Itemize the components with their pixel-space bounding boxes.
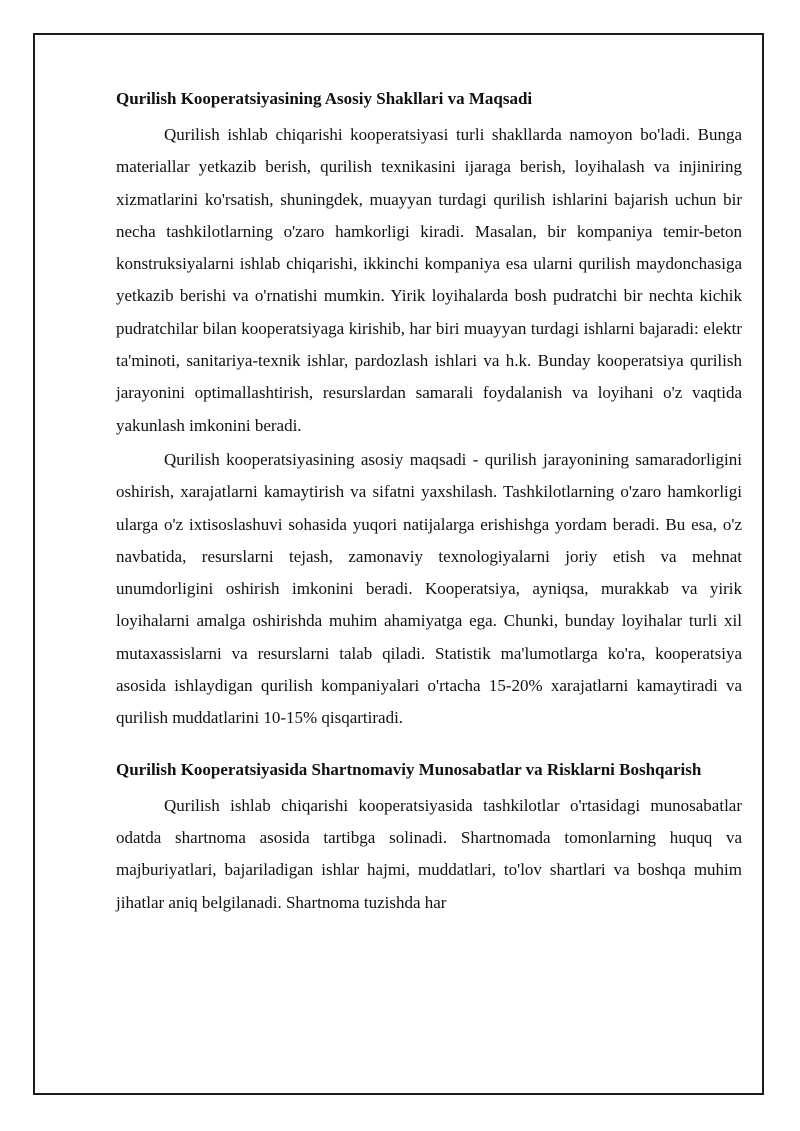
paragraph-2: Qurilish kooperatsiyasining asosiy maqsadi - qurilish jarayonining samaradorligini oshirish, xarajatlarni kamaytirish va sifatni yaxshilash. Tashkilotlarning o'zaro hamkorligi ularga o'z ixtisoslashuvi sohasida yuqori natijalarga erishishga yordam beradi. Bu esa, o'z navbatida, resurslarni tejash, zamonaviy texnologiyalarni joriy etish va mehnat unumdorligini oshirish imkonini beradi. Kooperatsiya, ayniqsa, murakkab va yirik loyihalarni amalga oshirishda muhim ahamiyatga ega. Chunki, bunday loyihalar turli xil mutaxassislarni va resurslarni talab qiladi. Statistik ma'lumotlarga ko'ra, kooperatsiya asosida ishlaydigan qurilish kompaniyalari o'rtacha 15-20% xarajatlarni kamaytiradi va qurilish muddatlarini 10-15% qisqartiradi.: [116, 449, 742, 728]
paragraph-1: Qurilish ishlab chiqarishi kooperatsiyasi turli shakllarda namoyon bo'ladi. Bunga materiallar yetkazib berish, qurilish texnikasini ijaraga berish, loyihalash va injiniring xizmatlarini ko'rsatish, shuningdek, muayyan turdagi qurilish ishlarini bajarish uchun bir necha tashkilotlarning o'zaro hamkorligi kiradi. Masalan, bir kompaniya temir-beton konstruksiyalarni ishlab chiqarishi, ikkinchi kompaniya esa ularni qurilish maydonchasiga yetkazib berishi va o'rnatishi mumkin. Yirik loyihalarda bosh pudratchi bir nechta kichik pudratchilar bilan kooperatsiyaga kirishib, har biri muayyan turdagi ishlarni bajaradi: elektr ta'minoti, sanitariya-texnik ishlar, pardozlash ishlari va h.k. Bunday kooperatsiya qurilish jarayonini optimallashtirish, resurslardan samarali foydalanish va loyihani o'z vaqtida yakunlash imkonini beradi.: [116, 125, 742, 435]
section-heading-2: Qurilish Kooperatsiyasida Shartnomaviy Munosabatlar va Risklarni Boshqarish: [116, 759, 702, 779]
document-body: [116, 86, 742, 919]
section-heading-1: Qurilish Kooperatsiyasining Asosiy Shakllari va Maqsadi: [116, 89, 533, 108]
paragraph-3: Qurilish ishlab chiqarishi kooperatsiyasida tashkilotlar o'rtasidagi munosabatlar odatda shartnoma asosida tartibga solinadi. Shartnomada tomonlarning huquq va majburiyatlari, bajariladigan ishlar hajmi, muddatlari, to'lov shartlari va boshqa muhim jihatlar aniq belgilanadi. Shartnoma tuzishda har: [116, 795, 742, 912]
